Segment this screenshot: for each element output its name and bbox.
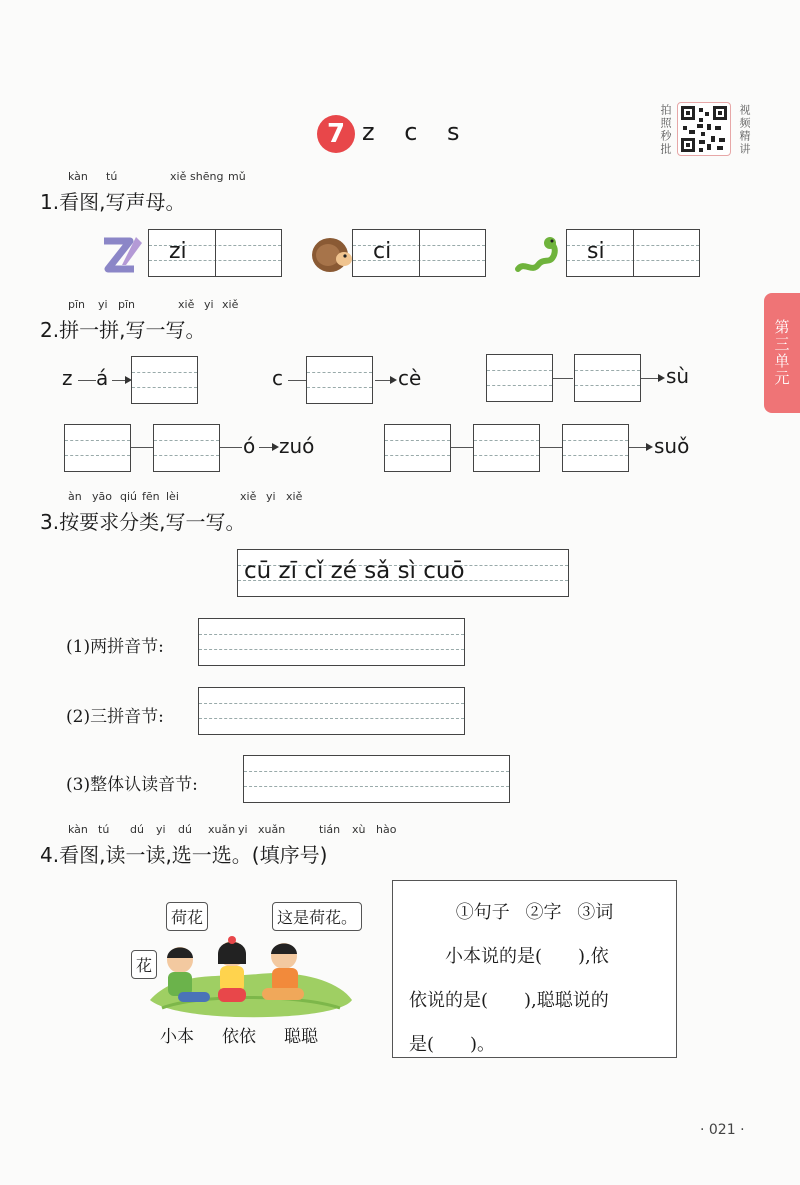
q2-title: 2.拼一拼,写一写。 [40, 318, 206, 342]
z-shaped-pen-icon [100, 235, 144, 279]
q2-r1-start-c: c [272, 366, 283, 390]
q4-title: 4.看图,读一读,选一选。(填序号) [40, 843, 328, 867]
lesson-letters: z c s [362, 118, 460, 146]
letter-hint-si: si [587, 239, 605, 264]
q2-r1-result-ce: cè [398, 366, 422, 390]
q1-title: 1.看图,写声母。 [40, 190, 186, 214]
q2-write-box-4[interactable] [574, 354, 641, 402]
q2-r1-vowel-a: á [96, 366, 109, 390]
write-box-si[interactable] [566, 229, 700, 277]
syllable-list: cū zī cǐ zé sǎ sì cuō [244, 558, 465, 584]
syllable-box [237, 549, 569, 597]
q2-write-box-6[interactable] [153, 424, 220, 472]
q2-write-box-1[interactable] [131, 356, 198, 404]
q4-line-1[interactable]: 小本说的是( ),依 [445, 946, 609, 967]
q3-title: 3.按要求分类,写一写。 [40, 510, 246, 534]
child-name-xiaoben: 小本 [160, 1027, 194, 1047]
qr-code-icon[interactable] [677, 102, 731, 156]
q3-item-1-label: (1)两拼音节: [66, 637, 164, 657]
child-name-yiyi: 依依 [222, 1027, 256, 1047]
q2-write-box-8[interactable] [473, 424, 540, 472]
children-on-grass-illustration [148, 930, 354, 1030]
snake-icon [514, 235, 564, 279]
speech-bubble-zhe-shi-hehua: 这是荷花。 [272, 902, 362, 931]
q2-r1-result-su: sù [666, 364, 690, 388]
q2-r2-result-zuo: zuó [279, 434, 315, 458]
q3-answer-box-2[interactable] [198, 687, 465, 735]
write-box-ci[interactable] [352, 229, 486, 277]
q2-write-box-3[interactable] [486, 354, 553, 402]
speech-bubble-hehua: 荷花 [166, 902, 208, 931]
child-name-congcong: 聪聪 [284, 1027, 318, 1047]
q3-answer-box-1[interactable] [198, 618, 465, 666]
letter-hint-zi: zi [169, 239, 187, 264]
q2-r1-start-z: z [62, 366, 73, 390]
q2-write-box-2[interactable] [306, 356, 373, 404]
q4-answer-box [392, 880, 677, 1058]
unit-side-tab[interactable]: 第三单元 [764, 293, 800, 413]
q4-line-3[interactable]: 是( )。 [409, 1034, 496, 1055]
qr-left-label: 拍照秒批 [659, 104, 672, 156]
write-box-zi[interactable] [148, 229, 282, 277]
q2-write-box-9[interactable] [562, 424, 629, 472]
q2-write-box-5[interactable] [64, 424, 131, 472]
q4-line-2[interactable]: 依说的是( ),聪聪说的 [409, 990, 609, 1011]
q2-r2-result-suo: suǒ [654, 434, 690, 458]
q2-r2-vowel-o: ó [243, 434, 256, 458]
q2-write-box-7[interactable] [384, 424, 451, 472]
q3-item-3-label: (3)整体认读音节: [66, 775, 198, 795]
q4-options: ①句子 ②字 ③词 [455, 902, 614, 923]
hedgehog-icon [310, 233, 354, 279]
q3-answer-box-3[interactable] [243, 755, 510, 803]
page-number: · 021 · [700, 1122, 745, 1138]
speech-bubble-hua: 花 [131, 950, 157, 979]
qr-right-label: 视频精讲 [738, 104, 751, 156]
lesson-number-badge: 7 [317, 115, 355, 153]
letter-hint-ci: ci [373, 239, 392, 264]
q3-item-2-label: (2)三拼音节: [66, 707, 164, 727]
